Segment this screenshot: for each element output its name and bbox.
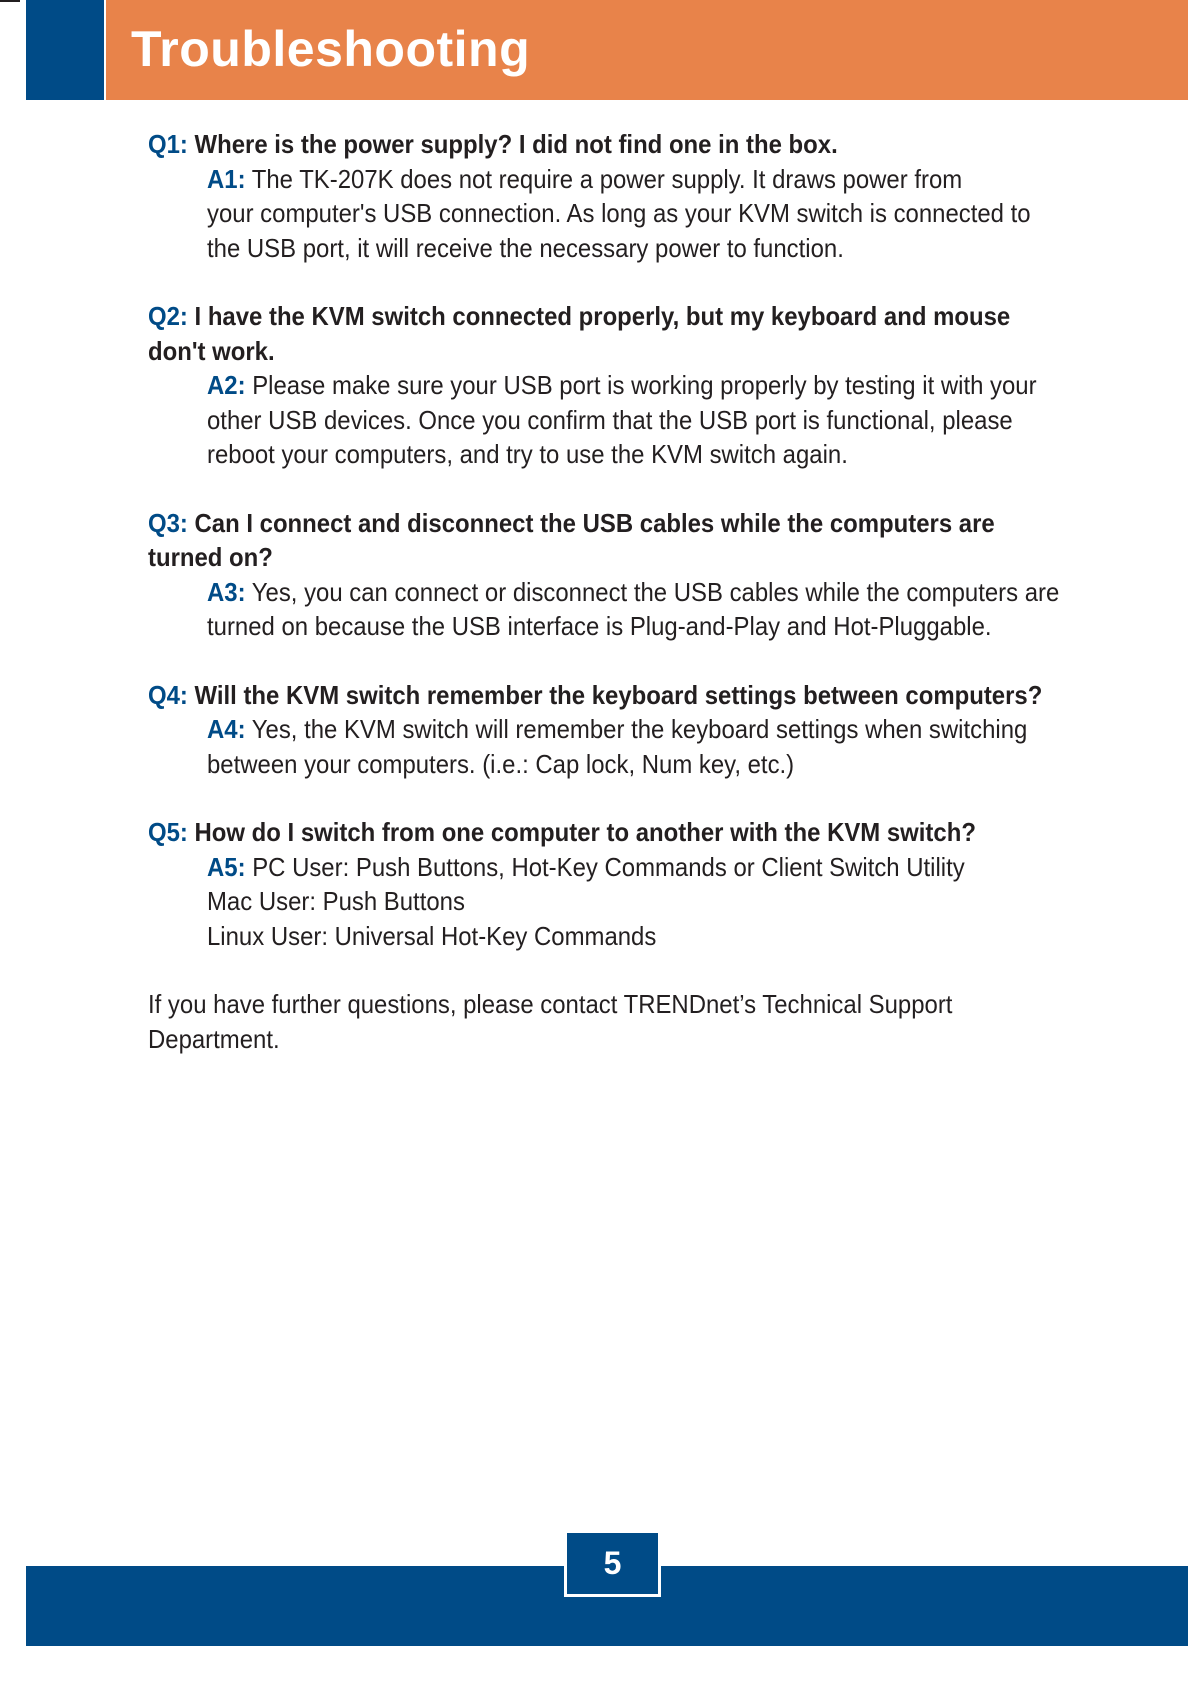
question-label: Q1:: [148, 129, 188, 159]
answer-line: the USB port, it will receive the necessary power to function.: [207, 232, 844, 263]
question: [148, 678, 1142, 713]
question-text: Where is the power supply? I did not find one in the box.: [187, 129, 838, 159]
faq-content: [148, 127, 1078, 1056]
answer-line: your computer's USB connection. As long as your KVM switch is connected to: [207, 198, 1031, 228]
question-text: Will the KVM switch remember the keyboard settings between computers?: [187, 679, 1043, 710]
faq-item-q4: [148, 678, 1078, 782]
answer-line: Mac User: Push Buttons: [207, 886, 465, 916]
question-label: Q2:: [148, 301, 188, 331]
question-label: Q3:: [148, 507, 188, 538]
question: [148, 506, 1013, 575]
question-text: I have the KVM switch connected properly, but my keyboard and mouse don't work.: [148, 301, 1011, 366]
question-label: Q5:: [148, 817, 188, 847]
faq-item-q2: [148, 299, 1078, 472]
answer-line: other USB devices. Once you confirm that the USB port is functional, please: [207, 404, 1013, 435]
answer: [207, 162, 1136, 266]
answer-line: [207, 162, 1136, 197]
answer-label: A5:: [207, 851, 246, 882]
answer-line: Linux User: Universal Hot-Key Commands: [207, 920, 657, 951]
answer-label: A2:: [207, 370, 246, 400]
answer: [207, 712, 1136, 781]
answer: [207, 575, 1136, 644]
question-text: How do I switch from one computer to another with the KVM switch?: [187, 817, 976, 847]
closing-note: If you have further questions, please contact TRENDnet’s Technical Support Department.: [148, 989, 953, 1054]
page-title: Troubleshooting: [131, 21, 531, 77]
answer-line: [207, 575, 1136, 610]
answer-label: A4:: [207, 714, 246, 744]
answer-line: [207, 850, 1136, 885]
faq-item-q3: [148, 506, 1078, 644]
faq-item-q5: [148, 815, 1078, 953]
answer-text: Yes, you can connect or disconnect the USB cables while the computers are: [245, 576, 1060, 607]
answer-label: A3:: [207, 576, 246, 607]
answer: [207, 850, 1136, 954]
page-number: 5: [564, 1530, 661, 1597]
question-label: Q4:: [148, 679, 188, 710]
question: [148, 815, 1142, 850]
answer-text: The TK-207K does not require a power supply. It draws power from: [245, 163, 963, 194]
answer-line: reboot your computers, and try to use the KVM switch again.: [207, 439, 848, 469]
answer-line: between your computers. (i.e.: Cap lock, Num key, etc.): [207, 748, 795, 779]
answer-line: [207, 368, 1136, 403]
answer-line: [207, 712, 1136, 747]
header-brand-block: [26, 0, 104, 100]
question-text: Can I connect and disconnect the USB cables while the computers are turned on?: [148, 507, 995, 572]
corner-crop-mark: [0, 0, 20, 2]
answer-line: turned on because the USB interface is Plug-and-Play and Hot-Pluggable.: [207, 611, 992, 641]
answer-text: Please make sure your USB port is working properly by testing it with your: [245, 370, 1037, 400]
answer-text: PC User: Push Buttons, Hot-Key Commands or Client Switch Utility: [245, 851, 965, 882]
answer-label: A1:: [207, 163, 246, 194]
answer: [207, 368, 1136, 472]
answer-text: Yes, the KVM switch will remember the keyboard settings when switching: [245, 714, 1028, 744]
question: [148, 299, 1013, 368]
faq-item-q1: [148, 127, 1078, 265]
question: [148, 127, 1142, 162]
